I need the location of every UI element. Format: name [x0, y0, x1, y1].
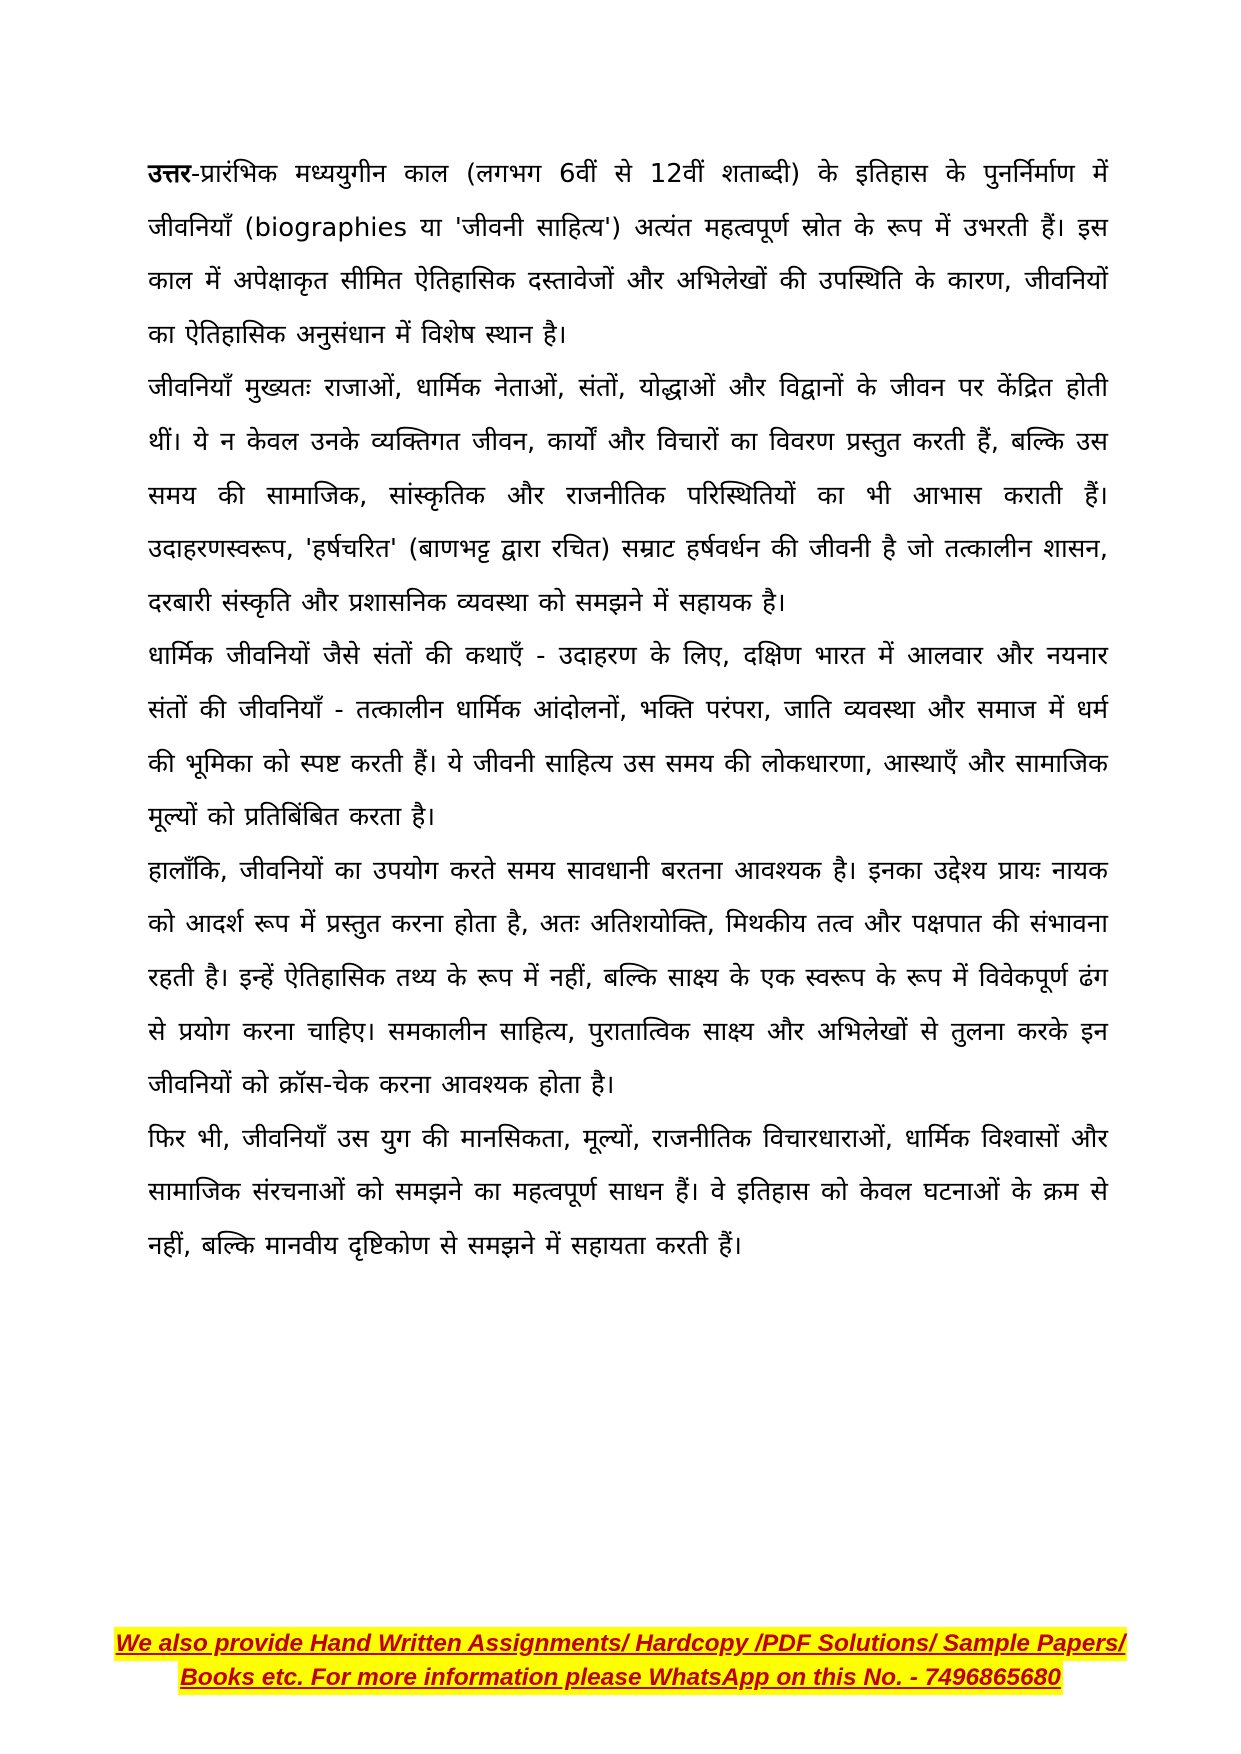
answer-paragraph-4: हालाँकि, जीवनियों का उपयोग करते समय सावधानी बरतना आवश्यक है। इनका उद्देश्य प्रायः नायक को आदर्श रूप में प्रस्तुत करना होता है, अतः अतिशयोक्ति, मिथकीय तत्व और पक्षपात की संभावना रहती है। इन्हें ऐतिहासिक तथ्य के रूप में नहीं, बल्कि साक्ष्य के एक स्वरूप के रूप में विवेकपूर्ण ढंग से प्रयोग करना चाहिए। समकालीन साहित्य, पुरातात्विक साक्ष्य और अभिलेखों से तुलना करके इन जीवनियों को क्रॉस-चेक करना आवश्यक होता है। — [148, 855, 1108, 1101]
promo-footer-line-2: Books etc. For more information please WhatsApp on this No. - 7496865680 — [178, 1661, 1063, 1695]
answer-paragraph-2: जीवनियाँ मुख्यतः राजाओं, धार्मिक नेताओं, संतों, योद्धाओं और विद्वानों के जीवन पर केंद्रित होती थीं। ये न केवल उनके व्यक्तिगत जीवन, कार्यों और विचारों का विवरण प्रस्तुत करती हैं, बल्कि उस समय की सामाजिक, सांस्कृतिक और राजनीतिक परिस्थितियों का भी आभास कराती हैं। उदाहरणस्वरूप, 'हर्षचरित' (बाणभट्ट द्वारा रचित) सम्राट हर्षवर्धन की जीवनी है जो तत्कालीन शासन, दरबारी संस्कृति और प्रशासनिक व्यवस्था को समझने में सहायक है। — [148, 373, 1108, 618]
promo-footer-line-1: We also provide Hand Written Assignments/ Hardcopy /PDF Solutions/ Sample Papers/ — [114, 1627, 1128, 1661]
answer-paragraph-1 — [148, 148, 1108, 362]
answer-label: उत्तर — [148, 159, 191, 189]
answer-paragraph-3: धार्मिक जीवनियों जैसे संतों की कथाएँ - उदाहरण के लिए, दक्षिण भारत में आलवार और नयनार संतों की जीवनियाँ - तत्कालीन धार्मिक आंदोलनों, भक्ति परंपरा, जाति व्यवस्था और समाज में धर्म की भूमिका को स्पष्ट करती हैं। ये जीवनी साहित्य उस समय की लोकधारणा, आस्थाएँ और सामाजिक मूल्यों को प्रतिबिंबित करता है। — [148, 641, 1108, 833]
promo-footer — [0, 1627, 1241, 1695]
answer-paragraph-1-text: -प्रारंभिक मध्ययुगीन काल (लगभग 6वीं से 12वीं शताब्दी) के इतिहास के पुनर्निर्माण में जीवनियाँ (biographies या 'जीवनी साहित्य') अत्यंत महत्वपूर्ण स्रोत के रूप में उभरती हैं। इस काल में अपेक्षाकृत सीमित ऐतिहासिक दस्तावेजों और अभिलेखों की उपस्थिति के कारण, जीवनियों का ऐतिहासिक अनुसंधान में विशेष स्थान है। — [148, 159, 1108, 350]
answer-paragraph-5: फिर भी, जीवनियाँ उस युग की मानसिकता, मूल्यों, राजनीतिक विचारधाराओं, धार्मिक विश्वासों और सामाजिक संरचनाओं को समझने का महत्वपूर्ण साधन हैं। वे इतिहास को केवल घटनाओं के क्रम से नहीं, बल्कि मानवीय दृष्टिकोण से समझने में सहायता करती हैं। — [148, 1123, 1108, 1261]
answer-body — [148, 148, 1108, 1273]
